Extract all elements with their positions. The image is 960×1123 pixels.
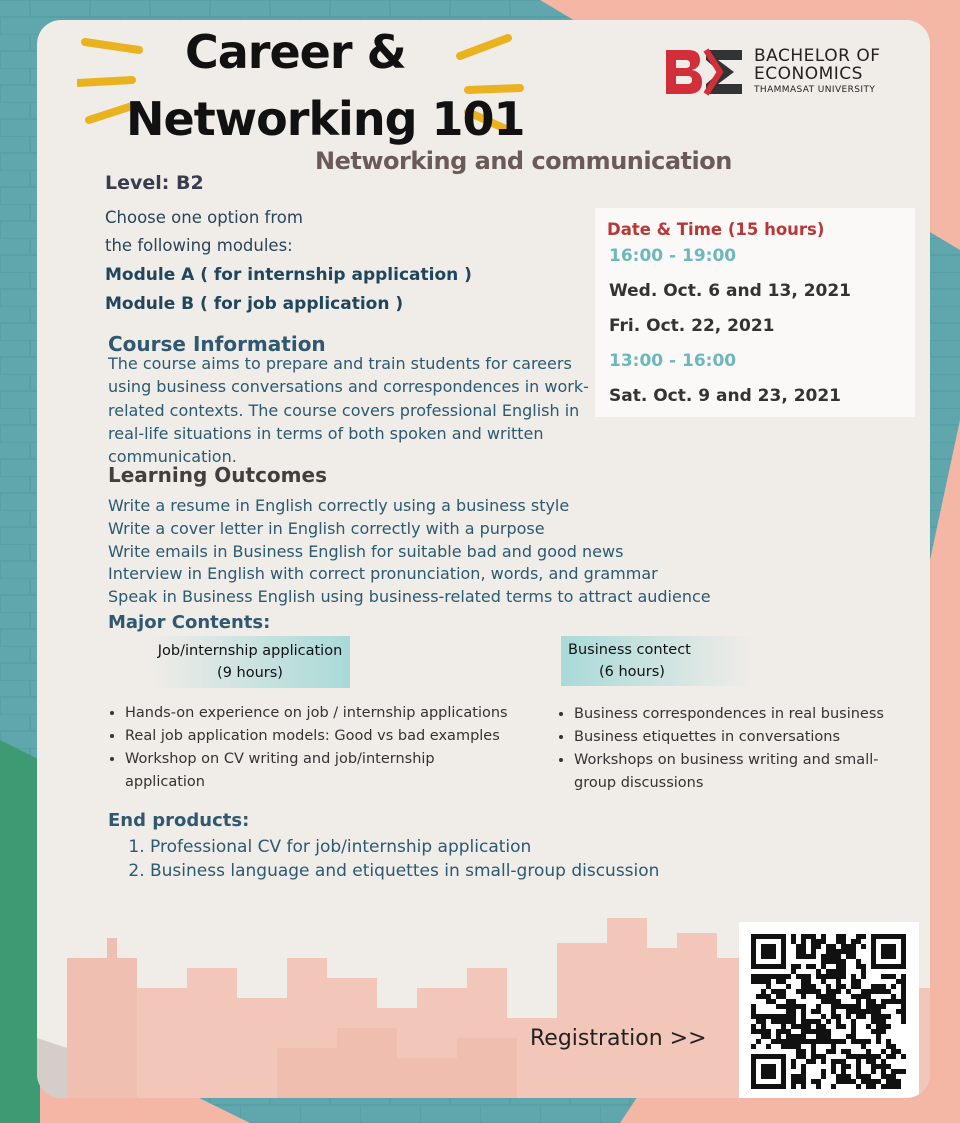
logo-line-3: THAMMASAT UNIVERSITY (754, 85, 876, 95)
learning-outcomes-list (108, 495, 711, 609)
outcome-item: Interview in English with correct pronunciation, words, and grammar (108, 564, 658, 584)
module-b: Module B ( for job application ) (105, 294, 404, 314)
choose-line-2: the following modules: (105, 236, 293, 255)
date-3: Sat. Oct. 9 and 23, 2021 (609, 386, 842, 406)
module-a: Module A ( for internship application ) (105, 265, 472, 285)
course-info-line: communication. (108, 447, 237, 467)
choose-line-1: Choose one option from (105, 208, 303, 227)
badge-line-1: Job/internship application (157, 643, 343, 659)
outcome-item: Write a resume in English correctly using a business style (108, 496, 570, 515)
right-bullet-list (556, 703, 896, 795)
list-item: 1. Professional CV for job/internship application (150, 835, 659, 859)
date-time-box (595, 208, 915, 417)
course-info-line: The course aims to prepare and train students for careers (108, 354, 572, 373)
date-time-heading: Date & Time (15 hours) (607, 220, 825, 239)
qr-code-icon (739, 922, 919, 1098)
be-logo-icon (664, 46, 746, 98)
time-slot-1: 16:00 - 19:00 (609, 246, 737, 266)
list-item: • Business etiquettes in conversations (574, 726, 896, 749)
badge-line-1: Business contect (568, 642, 691, 658)
badge-line-2: (6 hours) (599, 664, 665, 680)
badge-line-2: (9 hours) (217, 665, 283, 681)
course-info-line: using business conversations and correspondences in work- (108, 377, 589, 397)
course-info-text (108, 352, 598, 468)
logo-line-2: ECONOMICS (754, 64, 863, 84)
outcome-item: Write emails in Business English for suitable bad and good news (108, 541, 624, 561)
business-contect-badge (561, 636, 751, 686)
end-products-heading: End products: (108, 810, 250, 831)
title-line-2: Networking 101 (126, 92, 525, 146)
list-item: • Hands-on experience on job / internship applications (125, 702, 527, 725)
time-slot-2: 13:00 - 16:00 (609, 351, 737, 371)
end-products-list (110, 835, 659, 883)
job-internship-badge (150, 636, 350, 688)
title-line-1: Career & (185, 25, 406, 79)
outcome-item: Speak in Business English using business-related terms to attract audience (108, 587, 711, 607)
course-info-line: real-life situations in terms of both spoken and written (108, 423, 544, 443)
list-item: • Real job application models: Good vs bad examples (125, 725, 527, 748)
list-item: • Workshop on CV writing and job/internship application (125, 748, 455, 794)
university-logo (664, 46, 894, 102)
registration-label[interactable]: Registration >> (530, 1026, 707, 1051)
level-label: Level: B2 (105, 172, 204, 194)
list-item: • Workshops on business writing and small-group discussions (574, 749, 894, 795)
course-info-heading: Course Information (108, 332, 326, 356)
poster-card (37, 20, 930, 1098)
list-item: • Business correspondences in real business (574, 703, 896, 726)
outcome-item: Write a cover letter in English correctly with a purpose (108, 518, 545, 538)
course-info-line: related contexts. The course covers professional English in (108, 400, 580, 420)
qr-code[interactable] (739, 922, 919, 1098)
learning-outcomes-heading: Learning Outcomes (108, 463, 327, 487)
subtitle: Networking and communication (315, 147, 732, 175)
major-contents-heading: Major Contents: (108, 612, 271, 633)
date-1: Wed. Oct. 6 and 13, 2021 (609, 281, 852, 301)
left-bullet-list (107, 702, 527, 794)
date-2: Fri. Oct. 22, 2021 (609, 316, 775, 336)
logo-line-1: BACHELOR OF (754, 46, 881, 66)
list-item: 2. Business language and etiquettes in small-group discussion (150, 859, 659, 883)
